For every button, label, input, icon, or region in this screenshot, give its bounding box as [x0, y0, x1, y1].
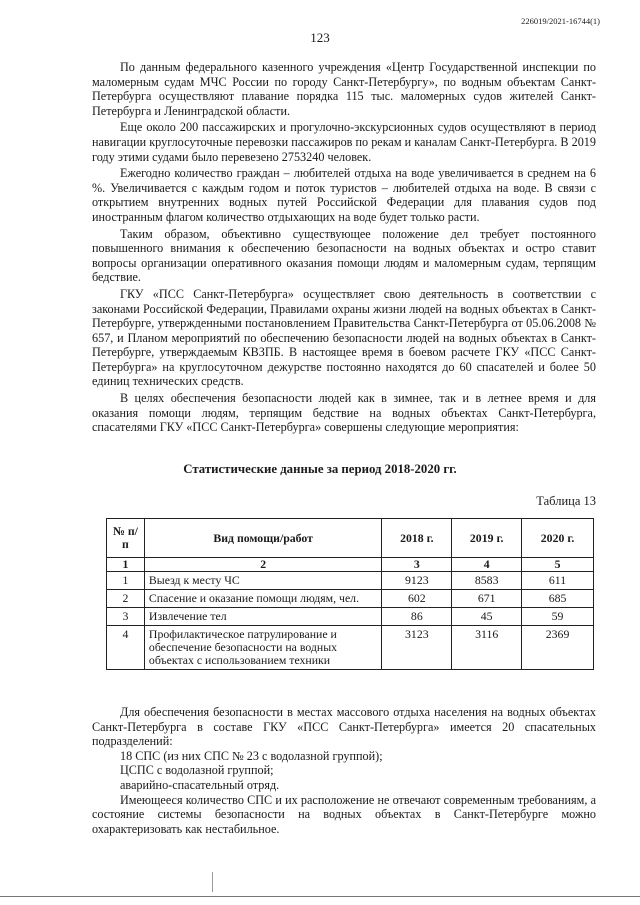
- table-cell: 3116: [452, 626, 522, 670]
- table-row: [107, 572, 594, 590]
- list-item: 18 СПС (из них СПС № 23 с водолазной группой);: [120, 748, 383, 763]
- table-cell: 685: [522, 590, 594, 608]
- paragraph: В целях обеспечения безопасности людей как в зимнее, так и в летнее время и для оказания помощи людям, терпящим бедствие на водных объектах Санкт-Петербурга, спасателями ГКУ «ПСС Санкт-Петербурга» совершены следующие мероприятия:: [92, 391, 596, 435]
- body-text: [92, 60, 596, 435]
- registration-number: 226019/2021-16744(1): [521, 16, 600, 26]
- list-item: ЦСПС с водолазной группой;: [120, 763, 274, 778]
- table-cell: Спасение и оказание помощи людям, чел.: [144, 590, 381, 608]
- table-header-row: [107, 519, 594, 558]
- table-cell: 3: [107, 608, 145, 626]
- table-index-row: [107, 558, 594, 572]
- table-cell: 1: [107, 572, 145, 590]
- list-item: аварийно-спасательный отряд.: [120, 777, 280, 792]
- table-cell: Выезд к месту ЧС: [144, 572, 381, 590]
- table-cell: 2: [144, 558, 381, 572]
- table-cell: 671: [452, 590, 522, 608]
- paragraph: ГКУ «ПСС Санкт-Петербурга» осуществляет свою деятельность в соответствии с законами Российской Федерации, Правилами охраны жизни людей на водных объектах в Санкт-Петербурге, утвержденными постановлением Правительства Санкт-Петербурга от 05.06.2008 № 657, и Планом мероприятий по обеспечению безопасности людей на водных объектах в Санкт-Петербурге, утверждаемым КВЗПБ. В настоящее время в боевом расчете ГКУ «ПСС Санкт-Петербурга» на круглосуточном дежурстве постоянно находятся до 60 спасателей и более 50 единиц технических средств.: [92, 286, 596, 389]
- page-number: 123: [310, 30, 330, 45]
- table-cell: 3: [382, 558, 452, 572]
- table-cell: Извлечение тел: [144, 608, 381, 626]
- after-table-text: [92, 705, 596, 836]
- table-cell: 3123: [382, 626, 452, 670]
- table-cell: 4: [452, 558, 522, 572]
- table-row: [107, 608, 594, 626]
- paragraph: Имеющееся количество СПС и их расположение не отвечают современным требованиям, а состояние системы безопасности на водных объектах в Санкт-Петербурге можно охарактеризовать как нестабильное.: [92, 792, 596, 836]
- table-row: [107, 590, 594, 608]
- table-row: [107, 626, 594, 670]
- table-cell: 59: [522, 608, 594, 626]
- table-cell: 45: [452, 608, 522, 626]
- table-cell: 2369: [522, 626, 594, 670]
- table-header-cell: 2019 г.: [452, 519, 522, 558]
- paragraph: Ежегодно количество граждан – любителей отдыха на воде увеличивается в среднем на 6 %. Увеличивается с каждым годом и поток туристов – любителей отдыха на воде. В связи с открытием внутренних водных путей Российской Федерации для плавания судов под иностранным флагом количество отдыхающих на воде будет только расти.: [92, 166, 596, 224]
- table-cell: 2: [107, 590, 145, 608]
- table-header-cell: 2018 г.: [382, 519, 452, 558]
- table-header-cell: № п/п: [107, 519, 145, 558]
- page-bottom-line: [0, 896, 640, 897]
- table-caption: Таблица 13: [536, 494, 596, 508]
- table-heading: Статистические данные за период 2018-2020 гг.: [183, 462, 457, 476]
- table-cell: 9123: [382, 572, 452, 590]
- paragraph: По данным федерального казенного учреждения «Центр Государственной инспекции по маломерным судам МЧС России по городу Санкт-Петербургу», по водным объектам Санкт-Петербурга осуществляют плавание порядка 115 тыс. маломерных судов жителей Санкт-Петербурга и Ленинградской области.: [92, 60, 596, 118]
- table-cell: 602: [382, 590, 452, 608]
- table-header-cell: Вид помощи/работ: [144, 519, 381, 558]
- table-cell: 4: [107, 626, 145, 670]
- table-cell: 1: [107, 558, 145, 572]
- table-cell: 86: [382, 608, 452, 626]
- scan-mark: [212, 872, 213, 892]
- paragraph: Еще около 200 пассажирских и прогулочно-экскурсионных судов осуществляют в период навигации круглосуточные перевозки пассажиров по рекам и каналам Санкт-Петербурга. В 2019 году этими судами было перевезено 2753240 человек.: [92, 120, 596, 164]
- paragraph: Таким образом, объективно существующее положение дел требует постоянного повышенного внимания к обеспечению безопасности на водных объектах и остро ставит вопросы организации оперативного оказания помощи людям и маломерным судам, терпящим бедствие.: [92, 226, 596, 285]
- table-cell: 611: [522, 572, 594, 590]
- table-cell: 5: [522, 558, 594, 572]
- table-cell: 8583: [452, 572, 522, 590]
- paragraph: Для обеспечения безопасности в местах массового отдыха населения на водных объектах Санкт-Петербурга в составе ГКУ «ПСС Санкт-Петербурга» имеется 20 спасательных подразделений:: [92, 705, 596, 749]
- table-cell: Профилактическое патрулирование и обеспечение безопасности на водных объектах с использованием техники: [144, 626, 381, 670]
- statistics-table: [106, 518, 594, 670]
- table-header-cell: 2020 г.: [522, 519, 594, 558]
